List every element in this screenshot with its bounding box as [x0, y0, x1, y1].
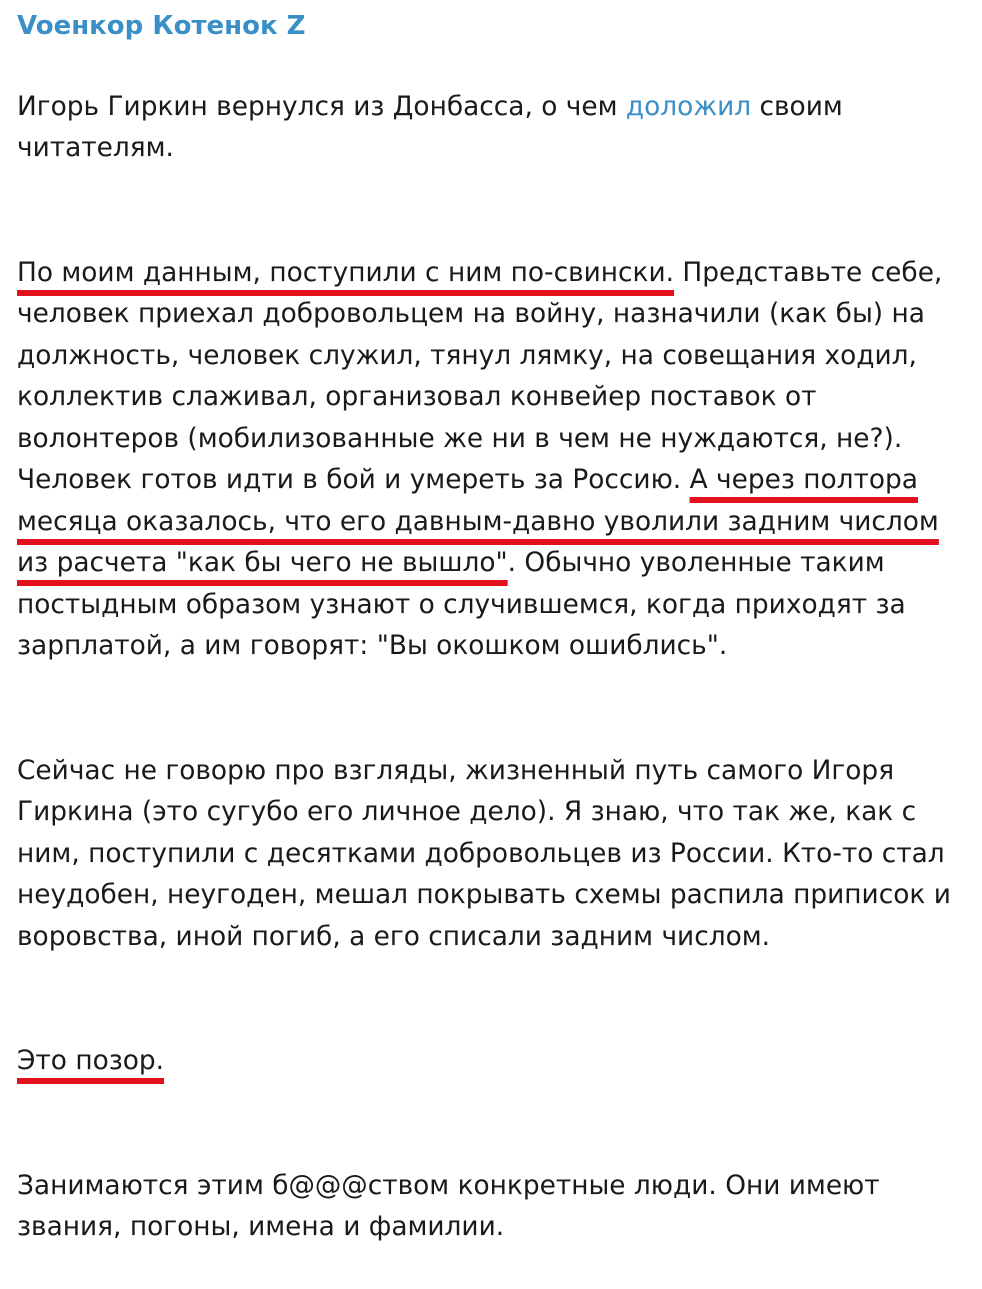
paragraph-5: Занимаются этим б@@@ством конкретные люди. Они имеют звания, погоны, имена и фамилии. — [17, 1169, 880, 1242]
paragraph-4 — [17, 1040, 967, 1082]
highlighted-phrase-2: А через полтора месяца оказалось, что его давным-давно уволили задним числом из расчета "как бы чего не вышло" — [17, 464, 939, 578]
p2-text-1: Представьте себе, человек приехал добровольцем на войну, назначили (как бы) на должность, человек служил, тянул лямку, на совещания ходил, коллектив слаживал, организовал конвейер поставок от волонтеров (мобилизованные же ни в чем не нуждаются, не?). Человек готов идти в бой и умереть за Россию. — [17, 256, 943, 495]
message-post — [17, 8, 967, 1289]
highlighted-phrase-3: Это позор. — [17, 1045, 165, 1076]
highlighted-phrase-1: По моим данным, поступили с ним по-свински. — [17, 256, 675, 288]
paragraph-3: Сейчас не говорю про взгляды, жизненный путь самого Игоря Гиркина (это сугубо его личное дело). Я знаю, что так же, как с ним, поступили с десятками добровольцев из России. Кто-то стал неудобен, неугоден, мешал покрывать схемы распила приписок и воровства, иной погиб, а его списали задним числом. — [17, 754, 951, 952]
message-text — [17, 44, 967, 1289]
paragraph-1 — [17, 86, 967, 169]
report-link[interactable]: доложил — [625, 90, 752, 122]
p2-text-2: . Обычно уволенные таким постыдным образом узнают о случившемся, когда приходят за зарплатой, а им говорят: "Вы окошком ошиблись". — [17, 547, 906, 661]
channel-name[interactable]: Voенкор Котенок Z — [17, 11, 306, 41]
p1-text-after: своим читателям. — [17, 90, 843, 163]
p1-text-before: Игорь Гиркин вернулся из Донбасса, о чем — [17, 90, 626, 122]
paragraph-2 — [17, 252, 967, 667]
